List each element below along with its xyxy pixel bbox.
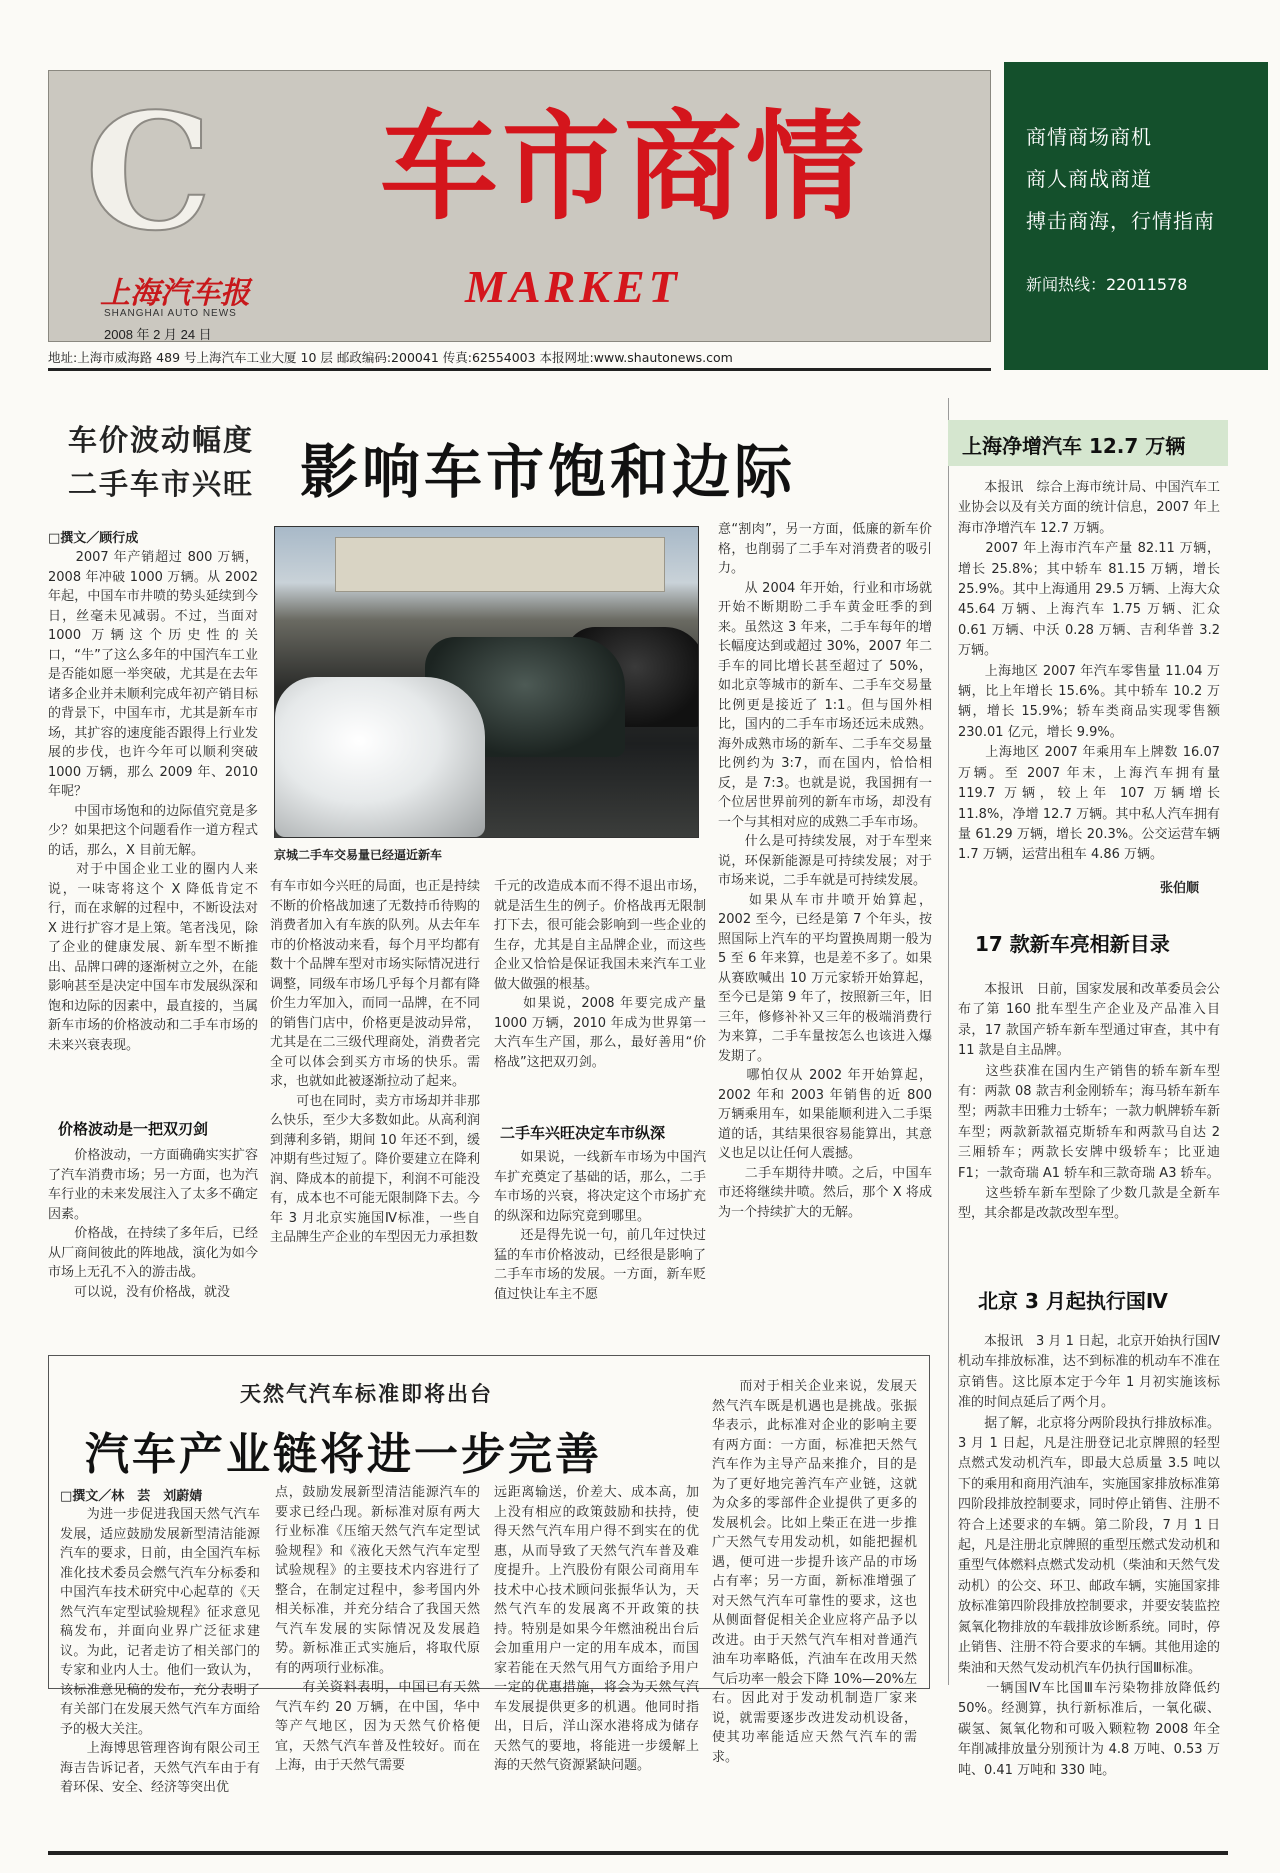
photo-caption: 京城二手车交易量已经逼近新车 — [274, 848, 443, 862]
bottom-column-1: 为进一步促进我国天然气汽车发展，适应鼓励发展新型清洁能源汽车的要求，日前，由全国汽车标准化技术委员会燃气汽车分标委和中国汽车技术研究中心起草的《天然气汽车定型试验规程》征求意见稿发布，并面向业界广泛征求建议。为此，记者走访了相关部门的专家和业内人士。他们一致认为，该标准意见稿的发布，充分表明了有关部门在发展天然气汽车方面给予的极大关注。 上海博思管理咨询有限公司王海吉告诉记者，天然气汽车由于有着环保、安全、经济等突出优 — [60, 1507, 260, 1795]
lead-headline: 影响车市饱和边际 — [300, 438, 797, 506]
bottom-column-3: 远距离输送，价差大、成本高，加上没有相应的政策鼓励和扶持，使得天然气汽车用户得不到实在的优惠，从而导致了天然气汽车普及难度提升。上汽股份有限公司商用车技术中心技术顾问张振华认为，天然气汽车的发展离不开政策的扶持。特别是如果今年燃油税出台后会加重用户一定的用车成本，而国家若能在天然气用气方面给予用户一定的优惠措施，将会为天然气汽车发展提供更多的机遇。他同时指出，日后，洋山深水港将成为储存天然气的要地，将能进一步缓解上海的天然气资源紧缺问题。 — [494, 1485, 699, 1773]
lead-kicker-line: 二手车市兴旺 — [68, 467, 255, 501]
photo-car — [275, 677, 485, 837]
bottom-byline: □撰文／林 芸 刘蔚婧 — [60, 1489, 203, 1504]
issue-date: 2008 年 2 月 24 日 — [104, 327, 212, 342]
lead-kicker-line: 车价波动幅度 — [68, 423, 255, 457]
used-car-photo — [274, 526, 699, 838]
address-line: 地址:上海市威海路 489 号上海汽车工业大厦 10 层 邮政编码:200041 传真:62554003 本报网址:www.shautonews.com — [48, 350, 733, 365]
sidebar-story-body: 本报讯 3 月 1 日起，北京开始执行国Ⅳ机动车排放标准，达不到标准的机动车不准在京销售。这比原本定于今年 1 月初实施该标准的时间点延后了两个月。 据了解，北京将分两阶段执行排放标准。3 月 1 日起，凡是注册登记北京牌照的轻型点燃式发动机汽车，即最大总质量 3.5 吨以下的乘用和商用汽油车，实施国家排放标准第四阶段排放控制要求，同时停止销售、注册不符合上述要求的车辆。第二阶段，7 月 1 日起，凡是注册北京牌照的重型压燃式发动机和重型气体燃料点燃式发动机（柴油和天然气发动机）的公交、环卫、邮政车辆，实施国家排放标准第四阶段排放控制要求，并要安装监控氮氧化物排放的车载排放诊断系统。同时，停止销售、注册不符合要求的车辆。其他用途的柴油和天然气发动机汽车仍执行国Ⅲ标准。 一辆国Ⅳ车比国Ⅲ车污染物排放降低约 50%。经测算，执行新标准后，一氧化碳、碳氢、氮氧化物和可吸入颗粒物 2008 年全年削减排放量分别预计为 4.8 万吨、0.53 万吨、0.41 万吨和 330 吨。 — [958, 1334, 1220, 1778]
sidebar-story-author: 张伯顺 — [1160, 881, 1200, 896]
slogan-box — [1004, 62, 1268, 370]
lead-column-3: 千元的改造成本而不得不退出市场，就是活生生的例子。价格战再无限制打下去，很可能会影响到一些企业的生存，尤其是自主品牌企业，而这些企业又恰恰是保证我国未来汽车工业做大做强的根基。 如果说，2008 年要完成产量 1000 万辆，2010 年成为世界第一大汽车生产国，那么，最好善用“价格战”这把双刃剑。 — [494, 879, 706, 1070]
bottom-kicker: 天然气汽车标准即将出台 — [240, 1382, 493, 1406]
lead-column-2: 有车市如今兴旺的局面，也正是持续不断的价格战加速了无数持币待购的消费者加入有车族的队列。从去年车市的价格波动来看，每个月平均都有数十个品牌车型对市场实际情况进行调整，同级车市场几乎每个月都有降价生力军加入，而同一品牌，在不同的销售门店中，价格更是波动异常，尤其是在二三级代理商处，消费者完全可以体会到买方市场的快乐。需求，也就如此被逐渐拉动了起来。 可也在同时，卖方市场却并非那么快乐，至少大多数如此。从高利润到薄利多销，期间 10 年还不到，缓冲期有些过短了。降价要建立在降利润、降成本的前提下，利润不可能没有，成本也不可能无限制降下去。今年 3 月北京实施国Ⅳ标准，一些自主品牌生产企业的车型因无力承担数 — [270, 879, 480, 1245]
lead-byline: □撰文／顾行成 — [48, 531, 139, 546]
lead-column-4: 意“割肉”，另一方面，低廉的新车价格，也削弱了二手车对消费者的吸引力。 从 2004 年开始，行业和市场就开始不断期盼二手车黄金旺季的到来。虽然这 3 年来，二手车每年的增长幅度达到或超过 30%，2007 年二手车的同比增长甚至超过了 50%，如北京等城市的新车、二手车交易量比例更是接近了 1:1。但与国外相比，国内的二手车市场还远未成熟。海外成熟市场的新车、二手车交易量比例约为 3:7，而在国内，恰恰相反，是 7:3。也就是说，我国拥有一个位居世界前列的新车市场，却没有一个与其相对应的成熟二手车市场。 什么是可持续发展，对于车型来说，环保新能源是可持续发展；对于市场来说，二手车就是可持续发展。 如果从车市井喷开始算起，2002 至今，已经是第 7 个年头，按照国际上汽车的平均置换周期一般为 5 至 6 年来算，也是差不多了。如果从赛欧喊出 10 万元家轿开始算起，至今已是第 9 年了，按照新三年，旧三年，修修补补又三年的极端消费行为来算，二手车量按怎么也该进入爆发期了。 哪怕仅从 2002 年开始算起，2002 年和 2003 年销售的近 800 万辆乘用车，如果能顺利进入二手渠道的话，其结果很容易能算出，其意义也足以让任何人震撼。 二手车期待井喷。之后，中国车市还将继续井喷。然后，那个 X 将成为一个持续扩大的无解。 — [718, 522, 932, 1220]
paper-name-en: SHANGHAI AUTO NEWS — [104, 308, 237, 319]
top-rule — [48, 368, 991, 371]
news-hotline: 新闻热线：22011578 — [1026, 275, 1188, 294]
lead-column-3b: 如果说，一线新车市场为中国汽车扩充奠定了基础的话，那么，二手车市场的兴衰，将决定这个市场扩充的纵深和边际究竟到哪里。 还是得先说一句，前几年过快过猛的车市价格波动，已经很是影响了二手车市场的发展。一方面，新车贬值过快让车主不愿 — [494, 1150, 706, 1302]
slogan-line: 商情商场商机 — [1026, 125, 1152, 149]
photo-building — [335, 537, 665, 592]
footer-rule — [48, 1851, 1228, 1855]
sidebar-story-title: 北京 3 月起执行国Ⅳ — [978, 1289, 1168, 1313]
sidebar-story-title: 17 款新车亮相新目录 — [975, 932, 1170, 956]
lead-column-1: 2007 年产销超过 800 万辆，2008 年冲破 1000 万辆。从 2002 年起，中国车市井喷的势头延续到今日，丝毫未见减弱。不过，当面对 1000 万辆这个历史性的关口，“牛”了这么多年的中国汽车工业是否能如愿一举突破，尤其是在去年诸多企业并未顺利完成年初产销目标的背景下，中国车市，尤其是新车市场，其扩容的速度能否跟得上行业发展的步伐，也许今年可以顺利突破 1000 万辆，那么 2009 年、2010 年呢？ 中国市场饱和的边际值究竟是多少？如果把这个问题看作一道方程式的话，那么，X 目前无解。 对于中国企业工业的圈内人来说，一味寄将这个 X 降低肯定不行，而在求解的过程中，不断设法对 X 进行扩容才是上策。笔者浅见，除了企业的健康发展、新车型不断推出、品牌口碑的逐渐树立之外，在能影响甚至是决定中国车市发展纵深和饱和边际的因素中，最直接的，当属新车市场的价格波动和二手车市场的未来兴衰表现。 — [48, 550, 258, 1053]
paper-name: 上海汽车报 — [100, 276, 250, 311]
lead-subhead-1: 价格波动是一把双刃剑 — [58, 1120, 209, 1138]
section-title: 车市商情 — [380, 97, 869, 236]
slogan-line: 搏击商海，行情指南 — [1026, 209, 1215, 233]
bottom-column-2: 点，鼓励发展新型清洁能源汽车的要求已经凸现。新标准对原有两大行业标准《压缩天然气汽车定型试验规程》和《液化天然气汽车定型试验规程》的主要技术内容进行了整合，在制定过程中，参考国内外相关标准，并充分结合了我国天然气汽车发展的实际情况及发展趋势。新标准正式实施后，将取代原有的两项行业标准。 有关资料表明，中国已有天然气汽车约 20 万辆，在中国，华中等产气地区，因为天然气价格便宜，天然气汽车普及性较好。而在上海，由于天然气需要 — [275, 1485, 480, 1773]
lead-kicker — [68, 418, 254, 506]
sidebar-story-body: 本报讯 综合上海市统计局、中国汽车工业协会以及有关方面的统计信息，2007 年上海市净增汽车 12.7 万辆。 2007 年上海市汽车产量 82.11 万辆，增长 25.8%；其中轿车 81.15 万辆，增长 25.9%。其中上海通用 29.5 万辆、上海大众 45.64 万辆、上海汽车 1.75 万辆、汇众 0.61 万辆、中沃 0.28 万辆、吉利华普 3.2 万辆。 上海地区 2007 年汽车零售量 11.04 万辆，比上年增长 15.6%。其中轿车 10.2 万辆，增长 15.9%；轿车类商品实现零售额 230.01 亿元，增长 9.9%。 上海地区 2007 年乘用车上牌数 16.07 万辆。至 2007 年末，上海汽车拥有量 119.7 万辆，较上年 107 万辆增长 11.8%，净增 12.7 万辆。其中私人汽车拥有量 61.29 万辆，增长 20.3%。公交运营车辆 1.7 万辆，运营出租车 4.86 万辆。 — [958, 480, 1220, 863]
lead-column-1b: 价格波动，一方面确确实实扩容了汽车消费市场；另一方面，也为汽车行业的未来发展注入了太多不确定因素。 价格战，在持续了多年后，已经从厂商间彼此的阵地战，演化为如今市场上无孔不入的游击战。 可以说，没有价格战，就没 — [48, 1148, 258, 1300]
bottom-column-4: 而对于相关企业来说，发展天然气汽车既是机遇也是挑战。张振华表示，此标准对企业的影响主要有两方面：一方面，标准把天然气汽车作为主导产品来推介，目的是为了更好地完善汽车产业链，这就为众多的零部件企业提供了更多的发展机会。比如上柴正在进一步推广天然气专用发动机，如能把握机遇，便可进一步提升该产品的市场占有率；另一方面，新标准增强了对天然气汽车可靠性的要求，这也从侧面督促相关企业应将产品予以改进。由于天然气汽车相对普通汽油车功率略低，汽油车在改用天然气后功率一般会下降 10%—20%左右。因此对于发动机制造厂家来说，就需要逐步改进发动机设备，使其功率能适应天然气汽车的需求。 — [712, 1379, 917, 1765]
slogan-line: 商人商战商道 — [1026, 167, 1152, 191]
bottom-headline: 汽车产业链将进一步完善 — [85, 1429, 602, 1480]
sidebar-story-body: 本报讯 日前，国家发展和改革委员会公布了第 160 批车型生产企业及产品准入目录，17 款国产轿车新车型通过审查，其中有 11 款是自主品牌。 这些获准在国内生产销售的轿车新车型有：两款 08 款吉利金刚轿车；海马轿车新车型；两款丰田雅力士轿车；一款力帆牌轿车新车型；两款新款福克斯轿车和两款马自达 2 三厢轿车；两款长安牌中级轿车；比亚迪 F1；一款奇瑞 A1 轿车和三款奇瑞 A3 轿车。 这些轿车新车型除了少数几款是全新车型，其余都是改款改型车型。 — [958, 982, 1220, 1222]
masthead-c-logo: C — [85, 78, 213, 266]
section-title-en: MARKET — [465, 261, 681, 312]
sidebar-story-title: 上海净增汽车 12.7 万辆 — [962, 434, 1186, 458]
lead-subhead-2: 二手车兴旺决定车市纵深 — [500, 1124, 666, 1142]
